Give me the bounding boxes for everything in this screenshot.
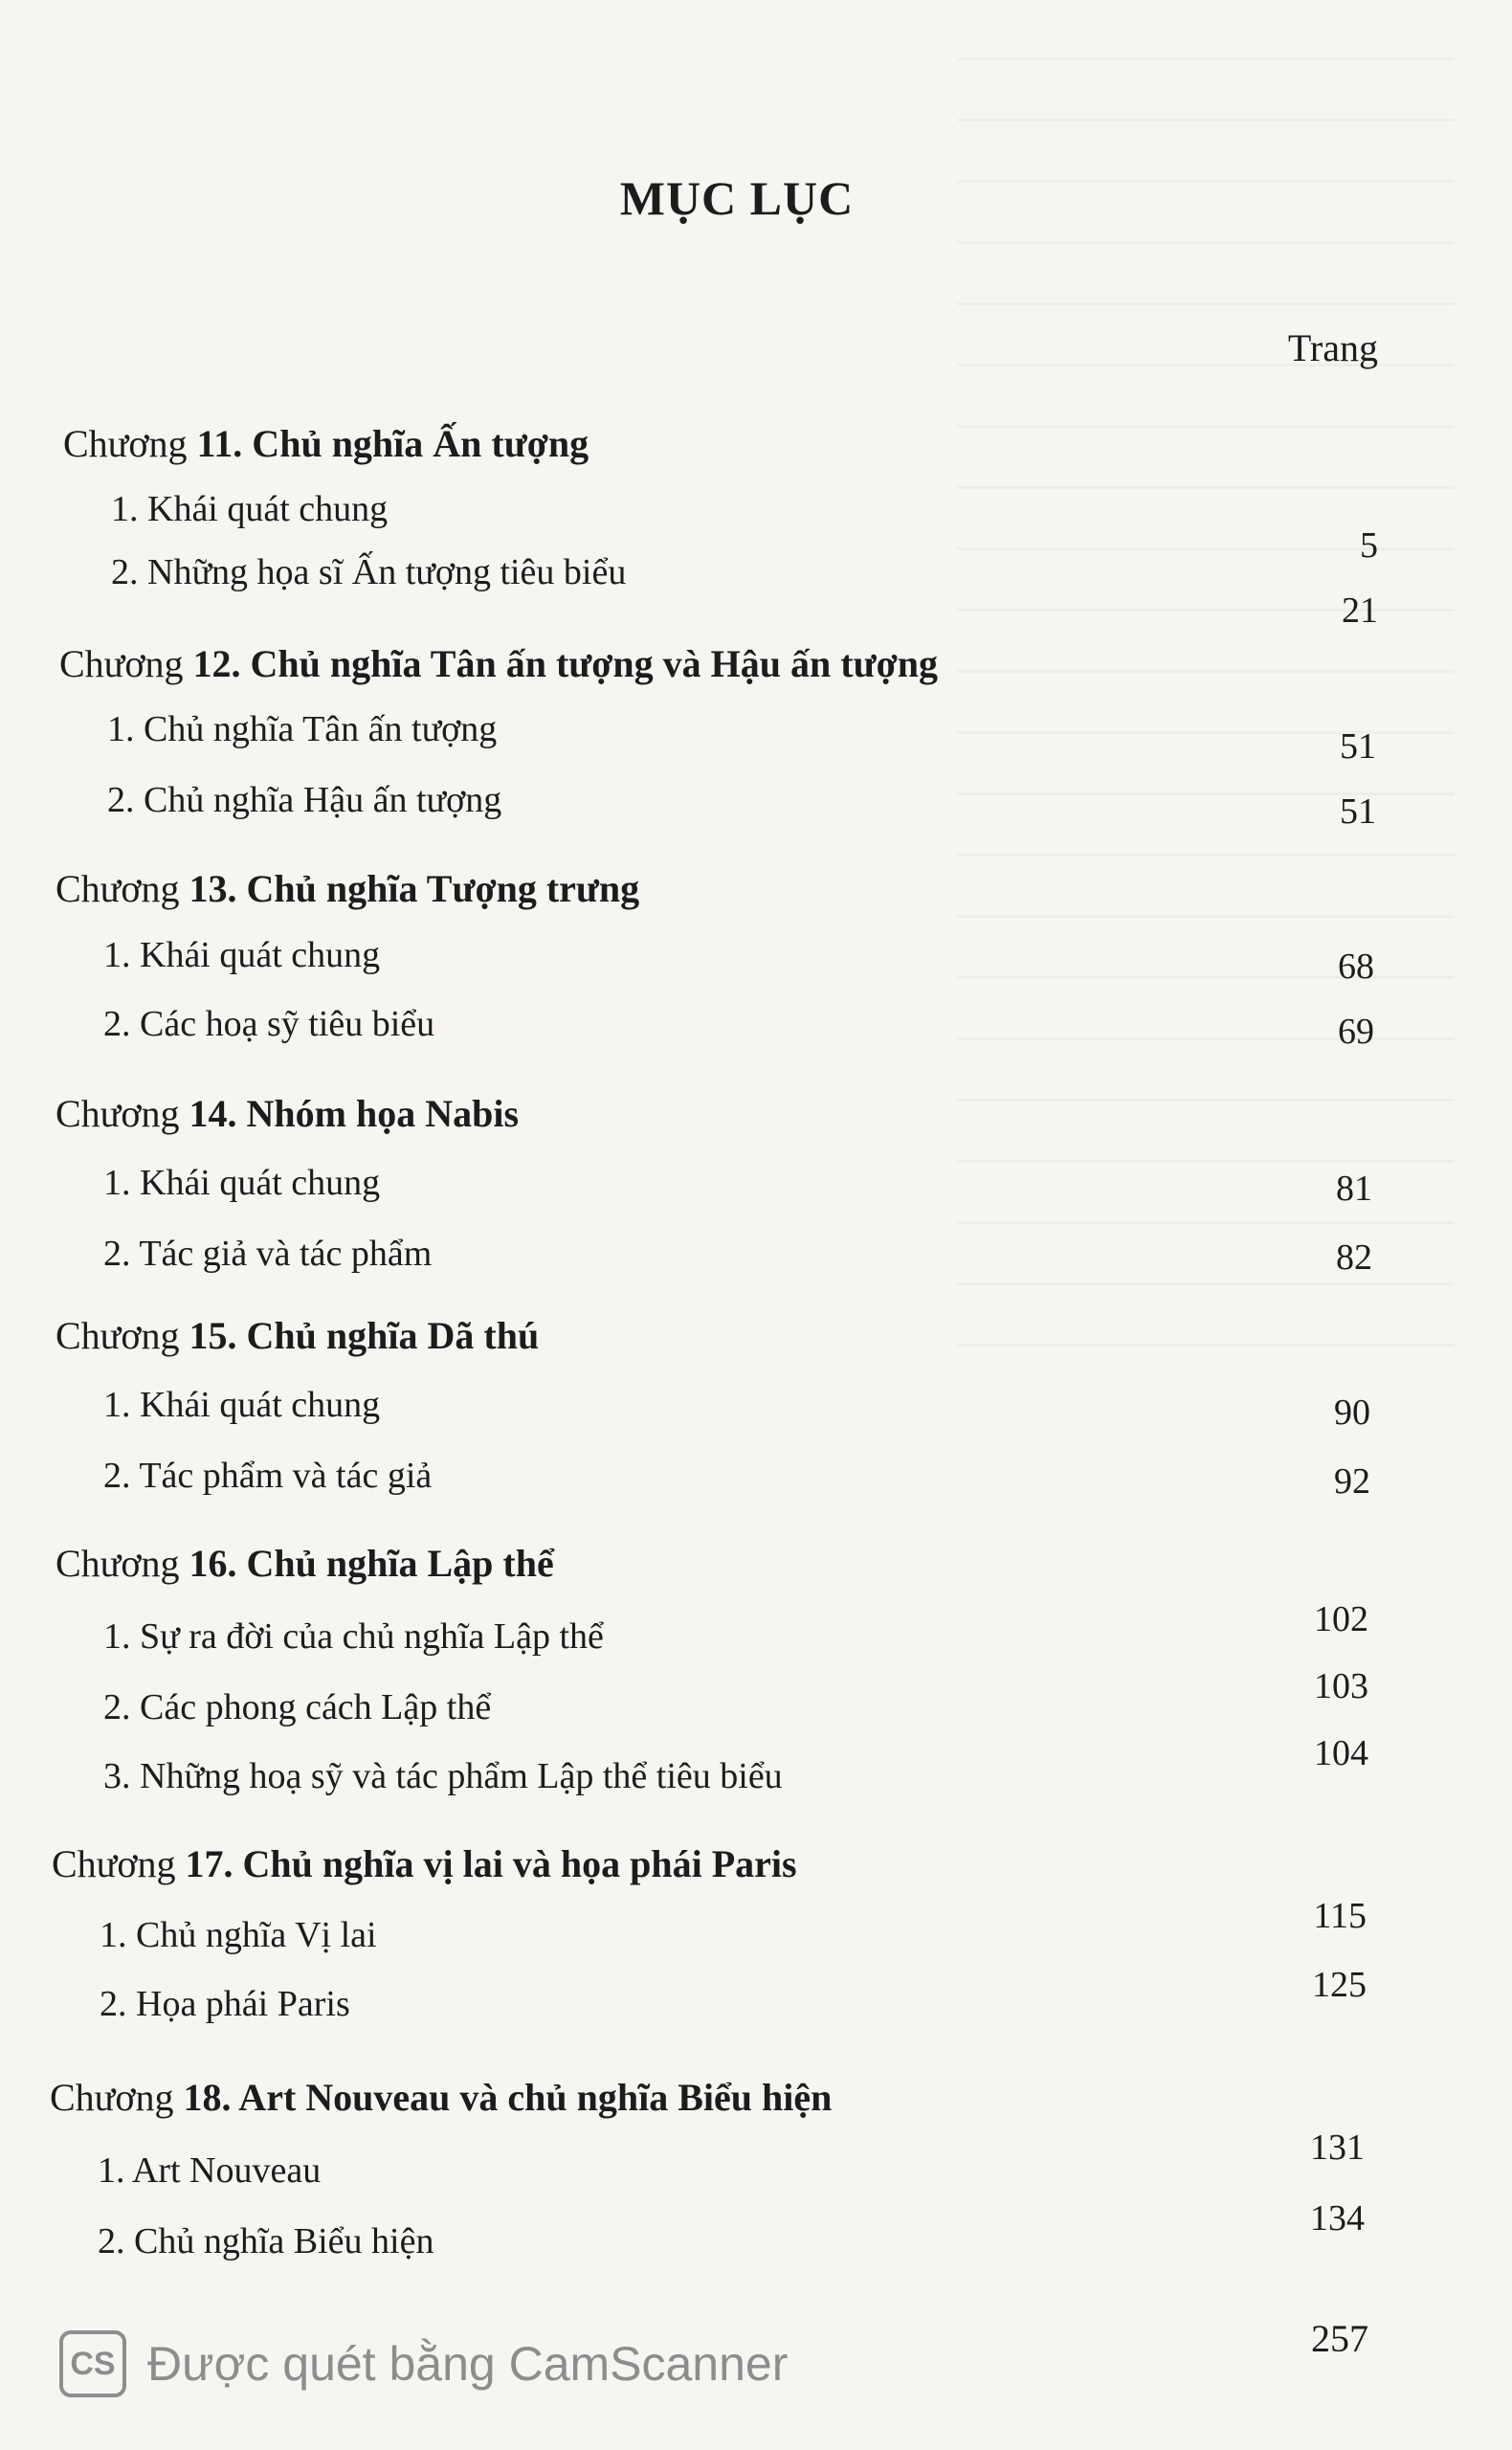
chapter-prefix: Chương — [52, 1842, 176, 1885]
toc-entry: 1. Khái quát chung — [103, 1163, 381, 1203]
chapter-heading — [50, 2075, 832, 2120]
toc-page-number: 5 — [1360, 525, 1378, 566]
toc-entry: 1. Khái quát chung — [103, 1385, 381, 1425]
toc-entry: 2. Chủ nghĩa Biểu hiện — [98, 2221, 434, 2261]
page-title: MỤC LỤC — [619, 171, 855, 225]
toc-page-number: 134 — [1310, 2198, 1365, 2238]
chapter-title: 13. Chủ nghĩa Tượng trưng — [189, 867, 640, 910]
toc-entry: 2. Chủ nghĩa Hậu ấn tượng — [107, 780, 502, 820]
watermark-text: Được quét bằng CamScanner — [147, 2337, 789, 2391]
chapter-prefix: Chương — [56, 1542, 180, 1585]
chapter-prefix: Chương — [56, 1314, 180, 1357]
camscanner-logo-icon: CS — [59, 2330, 126, 2397]
chapter-prefix: Chương — [56, 867, 180, 910]
toc-entry: 3. Những hoạ sỹ và tác phẩm Lập thể tiêu biểu — [103, 1756, 783, 1796]
chapter-title: 11. Chủ nghĩa Ấn tượng — [196, 422, 589, 465]
toc-page-number: 102 — [1314, 1599, 1368, 1639]
chapter-title: 17. Chủ nghĩa vị lai và họa phái Paris — [185, 1842, 797, 1885]
toc-entry: 1. Chủ nghĩa Tân ấn tượng — [107, 709, 498, 749]
toc-entry: 2. Tác giả và tác phẩm — [103, 1234, 433, 1274]
toc-entry: 1. Khái quát chung — [103, 935, 381, 975]
toc-page-number: 81 — [1336, 1169, 1372, 1209]
toc-page-number: 21 — [1342, 590, 1378, 631]
toc-entry: 1. Khái quát chung — [111, 489, 389, 529]
toc-page-number: 82 — [1336, 1237, 1372, 1278]
chapter-title: 12. Chủ nghĩa Tân ấn tượng và Hậu ấn tượng — [192, 642, 938, 685]
toc-entry: 2. Tác phẩm và tác giả — [103, 1456, 433, 1496]
toc-page-number: 115 — [1313, 1896, 1367, 1936]
toc-page-number: 131 — [1310, 2127, 1365, 2168]
toc-page-number: 68 — [1338, 947, 1374, 987]
chapter-prefix: Chương — [59, 642, 184, 685]
toc-page-number: 51 — [1340, 791, 1376, 832]
chapter-heading — [63, 421, 589, 466]
toc-entry: 1. Sự ra đời của chủ nghĩa Lập thể — [103, 1616, 604, 1657]
toc-entry: 1. Chủ nghĩa Vị lai — [100, 1915, 377, 1955]
toc-entry: 2. Các phong cách Lập thể — [103, 1687, 492, 1727]
page-column-label: Trang — [1287, 326, 1378, 369]
chapter-title: 15. Chủ nghĩa Dã thú — [189, 1314, 540, 1357]
chapter-prefix: Chương — [50, 2076, 174, 2119]
toc-entry: 2. Họa phái Paris — [100, 1984, 350, 2024]
chapter-title: 18. Art Nouveau và chủ nghĩa Biểu hiện — [183, 2076, 833, 2119]
chapter-heading — [56, 1313, 539, 1358]
toc-page-number: 51 — [1340, 726, 1376, 767]
chapter-title: 14. Nhóm họa Nabis — [189, 1092, 520, 1135]
chapter-heading — [56, 1541, 554, 1586]
chapter-heading — [59, 641, 938, 686]
toc-entry: 2. Các hoạ sỹ tiêu biểu — [103, 1004, 435, 1044]
toc-entry: 2. Những họa sĩ Ấn tượng tiêu biểu — [111, 552, 627, 592]
chapter-prefix: Chương — [56, 1092, 180, 1135]
chapter-title: 16. Chủ nghĩa Lập thể — [189, 1542, 554, 1585]
toc-page-number: 103 — [1314, 1666, 1368, 1706]
toc-page-number: 90 — [1334, 1392, 1370, 1433]
chapter-heading — [52, 1841, 797, 1886]
camscanner-watermark — [59, 2328, 788, 2400]
chapter-heading — [56, 866, 639, 911]
page-number: 257 — [1311, 2317, 1368, 2360]
chapter-prefix: Chương — [63, 422, 188, 465]
chapter-heading — [56, 1091, 519, 1136]
toc-entry: 1. Art Nouveau — [98, 2150, 322, 2191]
toc-page-number: 125 — [1312, 1965, 1367, 2005]
toc-page-number: 104 — [1314, 1733, 1368, 1773]
toc-page-number: 69 — [1338, 1012, 1374, 1052]
toc-page-number: 92 — [1334, 1461, 1370, 1502]
